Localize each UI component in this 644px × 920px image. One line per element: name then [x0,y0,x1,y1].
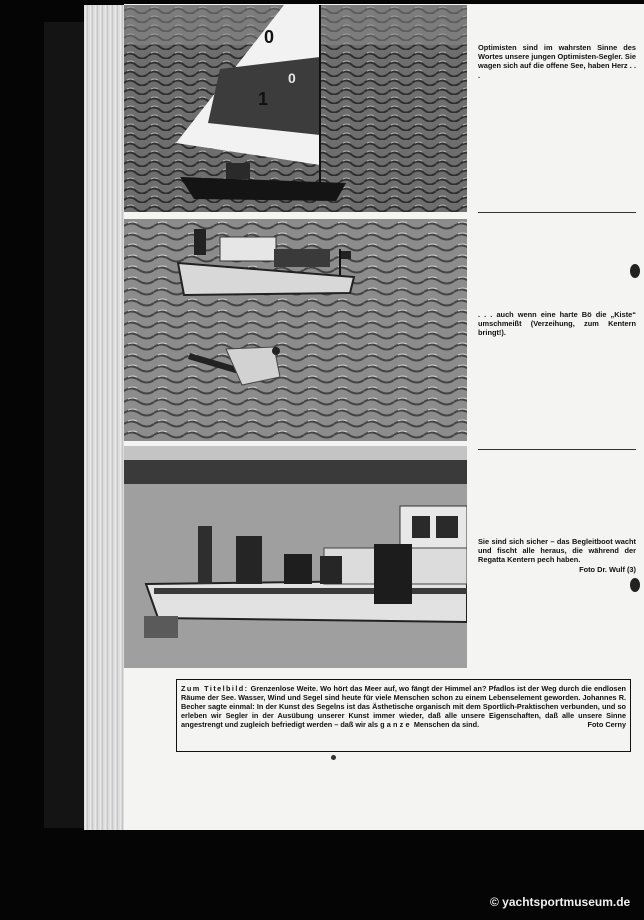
sail-number-mid: 0 [288,70,296,86]
cover-note-text-end: Menschen da sind. [413,719,480,729]
page-dot [331,755,336,760]
sail-number-low: 1 [258,89,269,109]
cover-note-lead: Zum Titelbild: [181,684,249,693]
photo-optimist-sailboat [124,5,467,212]
book-spine [44,22,84,828]
sail-number-top: 0 [264,27,275,47]
cover-photo-note [176,679,631,752]
cover-note-text: Grenzenlose Weite. Wo hört das Meer auf, wo fängt der Himmel an? Pfadlos ist der Weg durch die endlosen Räume der See. Wasser, Wind und Segel sind heute für viele Menschen schon zu einem Lebenselement geworden. Johannes R. Becher sagte einmal: In der Kunst des Segelns ist das Ästhetische organisch mit dem Sportlich-Praktischen verbunden, und so erleben wir Segler in der Ausübung unserer Kunst immer wieder, daß alle unsere Eigenschaften, daß alle unsere Sinne angestrengt und zugleich befriedigt werden – daß wir als [181,684,626,729]
caption-escort-text: Sie sind sich sicher – das Begleitboot wacht und fischt alle heraus, die während der Regatta Kentern pech haben. [478,537,636,565]
photo-capsized-dinghy [124,219,467,441]
museum-watermark: © yachtsportmuseum.de [490,895,631,909]
margin-mark [630,264,640,278]
cover-note-emphasis: ganze [380,719,412,729]
caption-divider [478,449,636,450]
caption-escort-boat [478,537,636,574]
margin-mark [630,578,640,592]
caption-divider [478,212,636,213]
cover-photo-credit: Foto Cerny [587,719,626,729]
caption-optimists: Optimisten sind im wahrsten Sinne des Wortes unsere jungen Optimisten-Segler. Sie wagen sich auf die offene See, haben Herz . . . [478,43,636,80]
caption-capsize: . . . auch wenn eine harte Bö die „Kiste“ umschmeißt (Verzeihung, zum Kentern bringt!). [478,310,636,338]
photo-credit: Foto Dr. Wulf (3) [579,564,636,574]
photo-escort-boat [124,446,467,668]
page-edges [84,5,125,830]
